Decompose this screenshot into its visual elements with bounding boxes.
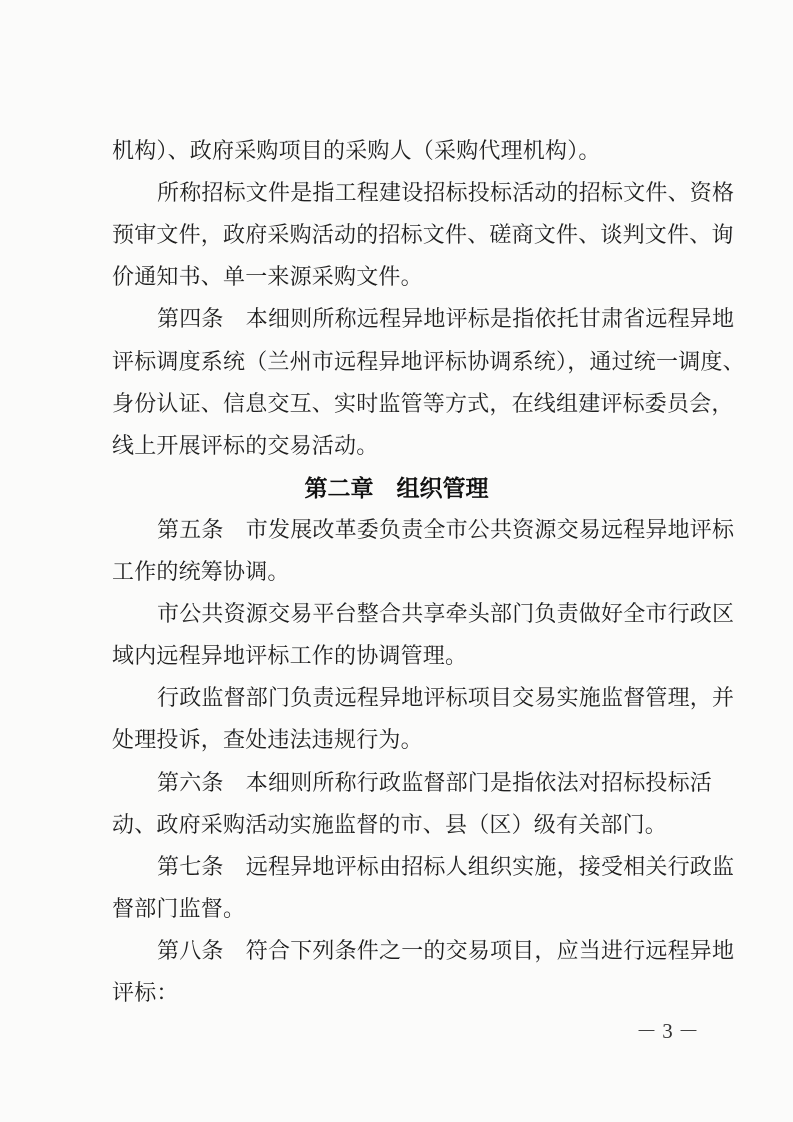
text-line-18: 第七条 远程异地评标由招标人组织实施，接受相关行政监 (157, 855, 735, 880)
text-line-16: 第六条 本细则所称行政监督部门是指依法对招标投标活 (157, 771, 713, 796)
text-line-20: 第八条 符合下列条件之一的交易项目，应当进行远程异地 (157, 939, 735, 964)
chapter-heading: 第二章 组织管理 (304, 476, 489, 502)
text-line-4: 价通知书、单一来源采购文件。 (112, 265, 423, 290)
text-line-21: 评标： (112, 981, 179, 1006)
text-line-8: 线上开展评标的交易活动。 (112, 434, 379, 459)
page-number: － 3 － (636, 1019, 699, 1043)
text-line-12: 市公共资源交易平台整合共享牵头部门负责做好全市行政区 (157, 602, 735, 627)
text-line-6: 评标调度系统（兰州市远程异地评标协调系统），通过统一调度、 (112, 350, 745, 375)
text-line-14: 行政监督部门负责远程异地评标项目交易实施监督管理，并 (157, 686, 735, 711)
text-line-3: 预审文件，政府采购活动的招标文件、磋商文件、谈判文件、询 (112, 223, 734, 248)
text-line-13: 域内远程异地评标工作的协调管理。 (112, 644, 468, 669)
text-line-15: 处理投诉，查处违法违规行为。 (112, 728, 423, 753)
text-line-2: 所称招标文件是指工程建设招标投标活动的招标文件、资格 (157, 181, 735, 206)
text-line-1: 机构）、政府采购项目的采购人（采购代理机构）。 (112, 139, 601, 164)
text-line-19: 督部门监督。 (112, 897, 246, 922)
text-line-17: 动、政府采购活动实施监督的市、县（区）级有关部门。 (112, 813, 668, 838)
text-line-10: 第五条 市发展改革委负责全市公共资源交易远程异地评标 (157, 518, 735, 543)
text-line-11: 工作的统筹协调。 (112, 560, 290, 585)
text-line-7: 身份认证、信息交互、实时监管等方式，在线组建评标委员会， (112, 392, 734, 417)
text-line-5: 第四条 本细则所称远程异地评标是指依托甘肃省远程异地 (157, 307, 735, 332)
